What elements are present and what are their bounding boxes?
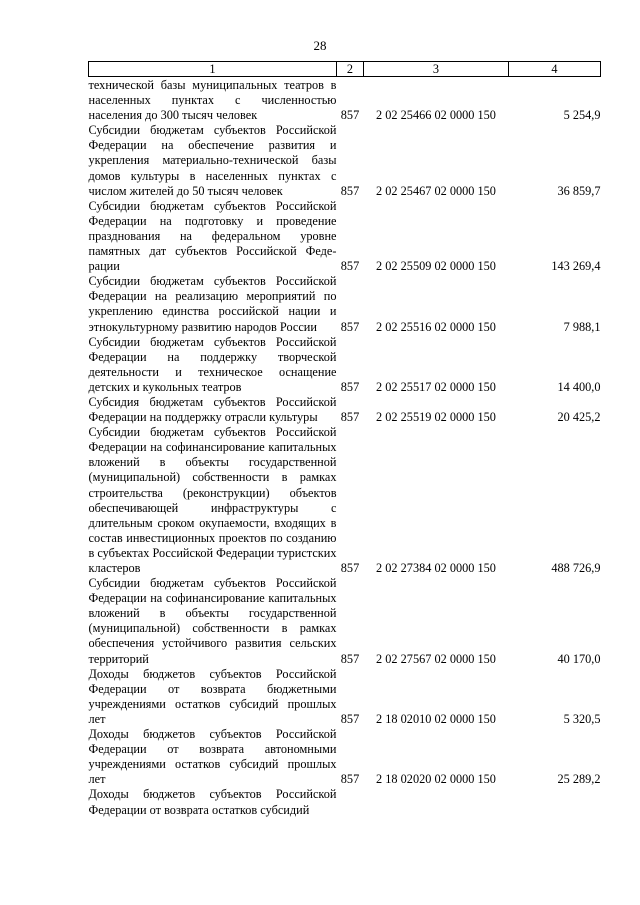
column-header-amount: 4 (509, 62, 601, 77)
row-amount: 40 170,0 (557, 651, 601, 666)
budget-revenue-table (88, 61, 601, 818)
row-amount: 5 254,9 (563, 108, 601, 123)
table-row (89, 335, 601, 395)
table-row (89, 274, 601, 334)
row-amount: 488 726,9 (551, 561, 601, 575)
row-description: технической базы муниципальных театров в населенных пунктах с численностью населения до 300 тысяч человек (88, 78, 337, 123)
table-row (89, 425, 601, 576)
row-admin-code: 857 (340, 410, 360, 425)
table-row (89, 123, 601, 198)
table-row (89, 727, 601, 787)
row-admin-code: 857 (340, 319, 360, 334)
row-budget-code: 2 02 27384 02 0000 150 (376, 561, 496, 575)
table-row (89, 787, 601, 817)
row-budget-code: 2 02 25519 02 0000 150 (376, 410, 496, 425)
column-header-code: 3 (364, 62, 509, 77)
page-number: 28 (313, 38, 327, 53)
row-description: Доходы бюджетов субъектов Российской Федерации от возврата автономными учреждениями остатков субсидий прошлых лет (88, 727, 337, 787)
table-row (89, 395, 601, 425)
row-admin-code: 857 (340, 651, 360, 666)
row-budget-code (364, 787, 509, 817)
row-admin-code: 857 (340, 379, 360, 394)
row-description: Субсидии бюджетам субъектов Российской Федерации на поддержку творческой деятельности и техническое оснащение детских и кукольных театров (88, 334, 337, 394)
row-description: Субсидии бюджетам субъектов Российской Федерации на софинансирование капитальных вложений в объекты государственной (муниципальной) собственности в рамках строительства (реконструкции) объектов обеспечивающей инфраструктуры с длительным сроком окупаемости, входящих в состав инвестиционных проектов по созданию в субъектах Российской Федерации туристских кластеров (88, 425, 337, 575)
row-budget-code: 2 02 25517 02 0000 150 (376, 379, 496, 394)
table-row (89, 199, 601, 274)
column-header-admin: 2 (337, 62, 364, 77)
table-row (89, 576, 601, 667)
row-amount: 14 400,0 (557, 379, 601, 394)
row-admin-code: 857 (340, 183, 360, 198)
column-header-description: 1 (89, 62, 337, 77)
row-amount: 5 320,5 (563, 711, 601, 726)
row-admin-code: 857 (340, 108, 360, 123)
row-admin-code (337, 787, 364, 817)
row-admin-code: 857 (340, 772, 360, 787)
row-description: Доходы бюджетов субъектов Российской Федерации от возврата остатков субсидий (88, 787, 337, 817)
row-admin-code: 857 (340, 259, 360, 274)
row-description: Доходы бюджетов субъектов Российской Федерации от возврата бюджетными учреждениями остатков субсидий прошлых лет (88, 666, 337, 726)
row-amount: 25 289,2 (557, 772, 601, 787)
row-amount: 143 269,4 (551, 259, 601, 274)
row-amount: 7 988,1 (563, 319, 601, 334)
row-description: Субсидии бюджетам субъектов Российской Федерации на реализацию мероприятий по укреплению единства российской нации и этнокультурному развитию народов России (88, 274, 337, 334)
row-amount: 20 425,2 (557, 410, 601, 425)
row-budget-code: 2 18 02010 02 0000 150 (376, 711, 496, 726)
table-row (89, 77, 601, 124)
row-amount: 36 859,7 (557, 183, 601, 198)
row-budget-code: 2 02 25509 02 0000 150 (376, 259, 496, 274)
row-description: Субсидии бюджетам субъектов Российской Федерации на подготовку и проведение празднования на федеральном уровне памятных дат субъектов Российской Федерации (88, 198, 337, 274)
row-admin-code: 857 (340, 711, 360, 726)
row-budget-code: 2 02 25516 02 0000 150 (376, 319, 496, 334)
row-description: Субсидии бюджетам субъектов Российской Федерации на софинансирование капитальных вложений в объекты государственной (муниципальной) собственности в рамках обеспечения устойчивого развития сельских территорий (88, 576, 337, 666)
row-budget-code: 2 18 02020 02 0000 150 (376, 772, 496, 787)
table-row (89, 667, 601, 727)
row-description: Субсидия бюджетам субъектов Российской Федерации на поддержку отрасли культуры (88, 394, 337, 425)
row-amount (509, 787, 601, 817)
row-budget-code: 2 02 25467 02 0000 150 (376, 183, 496, 198)
row-admin-code: 857 (340, 561, 360, 575)
row-budget-code: 2 02 27567 02 0000 150 (376, 651, 496, 666)
table-header-row (89, 62, 601, 77)
row-budget-code: 2 02 25466 02 0000 150 (376, 108, 496, 123)
row-description: Субсидии бюджетам субъектов Российской Федерации на обеспечение развития и укрепления материально-технической базы домов культуры в населенных пунктах с числом жителей до 50 тысяч человек (88, 123, 337, 198)
